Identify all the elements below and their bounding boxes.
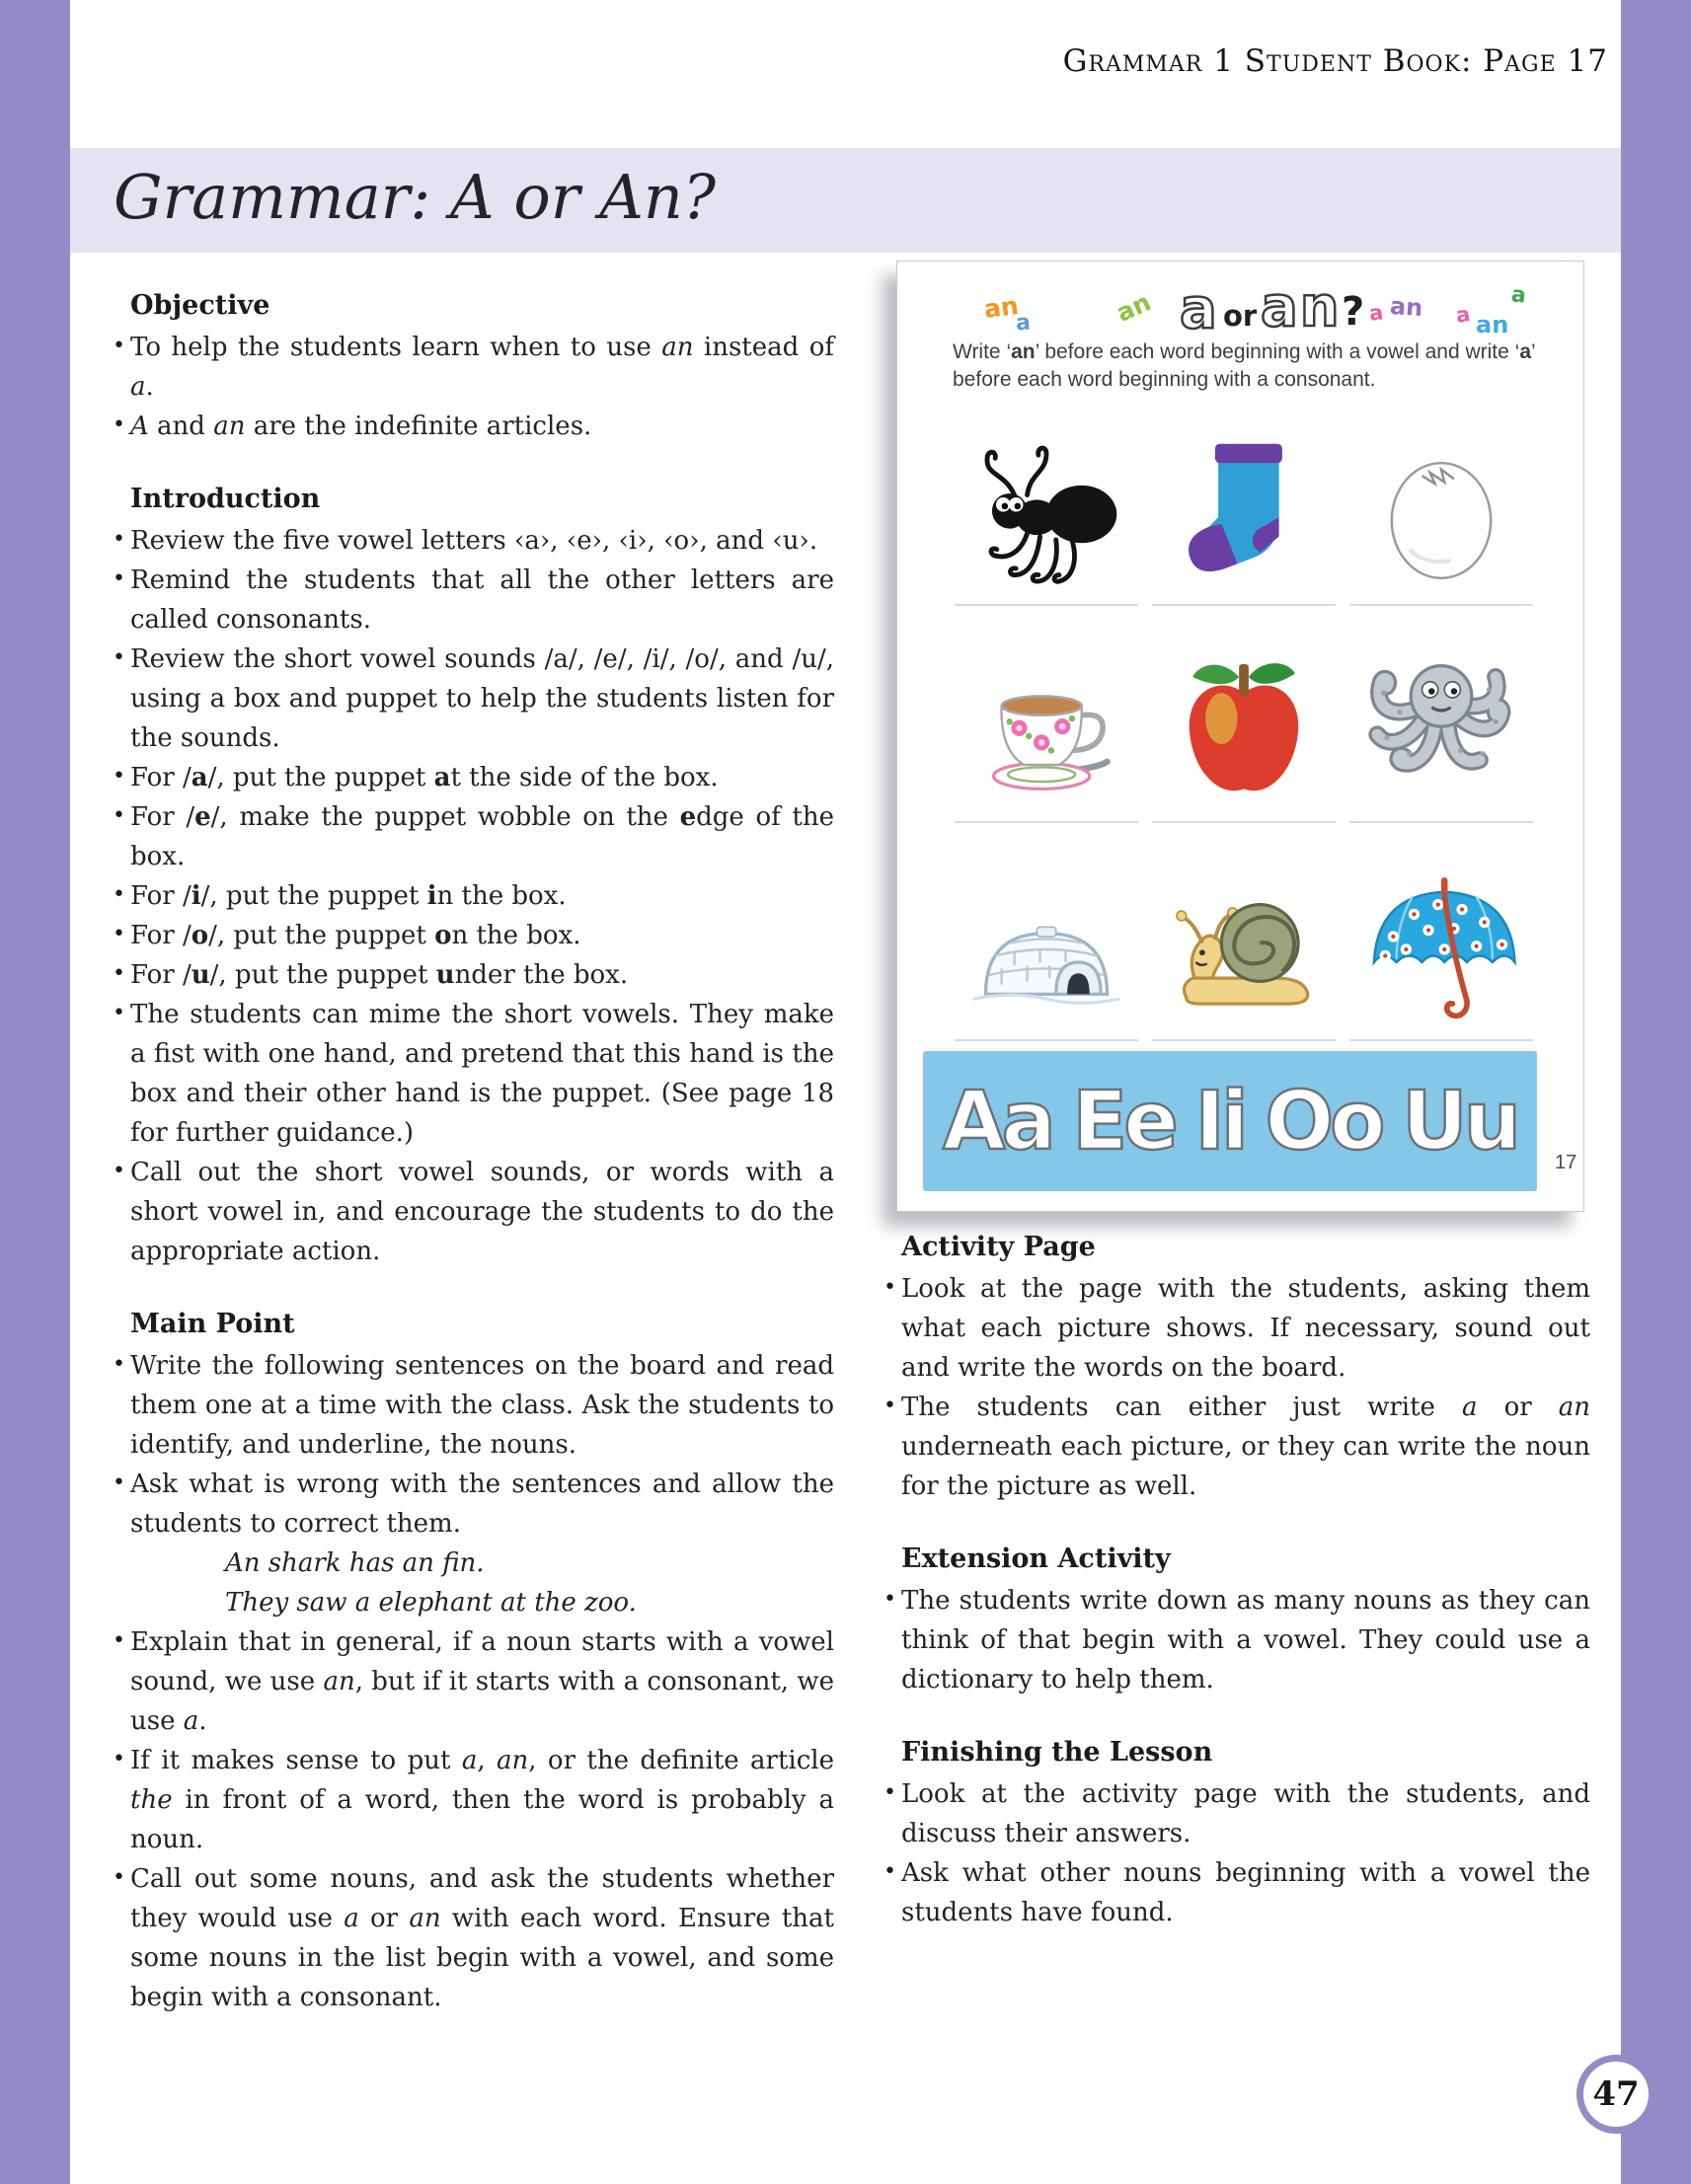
decor-letter: an xyxy=(1476,311,1509,339)
decor-letter: a xyxy=(1454,302,1472,328)
section-heading: Activity Page xyxy=(901,1232,1096,1262)
section-main-point xyxy=(111,1305,834,2017)
bullet-item: • Review the short vowel sounds /a/, /e/, /i/, /o/, and /u/, using a box and puppet to help the students listen for the sounds. xyxy=(111,640,834,758)
decor-letter: a xyxy=(1367,300,1385,326)
bullet-item: • Ask what other nouns beginning with a vowel the students have found. xyxy=(882,1853,1590,1932)
example-sentence: They saw a elephant at the zoo. xyxy=(225,1588,637,1618)
section-heading: Finishing the Lesson xyxy=(901,1737,1213,1768)
bullet-item: • Review the five vowel letters ‹a›, ‹e›, ‹i›, ‹o›, and ‹u›. xyxy=(111,521,834,561)
decorative-letters xyxy=(897,262,1583,340)
page-number: 47 xyxy=(1592,2074,1640,2114)
section-objective xyxy=(111,286,834,446)
decor-letter: a xyxy=(1509,282,1528,309)
vowel-banner xyxy=(923,1051,1537,1191)
egg-illustration xyxy=(1361,434,1521,594)
picture-cell xyxy=(1349,835,1533,1041)
answer-line xyxy=(1349,1039,1533,1041)
bullet-item: • For /e/, make the puppet wobble on the edge of the box. xyxy=(111,797,834,876)
student-book-page-image xyxy=(896,261,1584,1212)
section-heading: Extension Activity xyxy=(901,1544,1171,1574)
bullet-item: • The students can either just write a or an underneath each picture, or they can write the noun for the picture as well. xyxy=(882,1388,1590,1506)
example-sentence: An shark has an fin. xyxy=(225,1548,485,1578)
activity-instruction: Write ‘an’ before each word beginning with a vowel and write ‘a’ before each word beginning with a consonant. xyxy=(953,340,1535,391)
section-extension-activity xyxy=(882,1540,1590,1699)
vowel-pair: Uu xyxy=(1401,1074,1517,1168)
answer-line xyxy=(1349,821,1533,823)
left-column xyxy=(111,286,834,2017)
octopus-illustration xyxy=(1361,651,1521,811)
title-banner xyxy=(70,148,1621,253)
headline-a: a xyxy=(1180,277,1217,341)
bullet-item: • To help the students learn when to use an instead of a. xyxy=(111,328,834,407)
section-activity-page xyxy=(882,1228,1590,1506)
answer-line xyxy=(1349,604,1533,606)
decor-letter: a xyxy=(1015,310,1032,337)
bullet-item: • Look at the page with the students, asking them what each picture shows. If necessary, sound out and write the words on the board. xyxy=(882,1269,1590,1388)
section-introduction xyxy=(111,480,834,1271)
right-column xyxy=(882,261,1590,1932)
running-header: Grammar 1 Student Book: Page 17 xyxy=(1062,43,1608,79)
answer-line xyxy=(955,1039,1138,1041)
section-heading: Objective xyxy=(130,290,270,321)
picture-grid xyxy=(955,400,1533,1041)
vowel-pair: Aa xyxy=(943,1074,1052,1168)
bullet-item: • For /u/, put the puppet under the box. xyxy=(111,955,834,995)
vowel-pair: Ii xyxy=(1194,1074,1245,1168)
bullet-item: • For /a/, put the puppet at the side of the box. xyxy=(111,758,834,797)
bullet-item: • Call out some nouns, and ask the students whether they would use a or an with each word. Ensure that some nouns in the list begin with a vowel, and some begin with a consonant. xyxy=(111,1859,834,2017)
section-heading: Introduction xyxy=(130,484,321,514)
decor-letter: an xyxy=(1389,291,1424,323)
answer-line xyxy=(1152,1039,1336,1041)
bullet-item: • The students write down as many nouns as they can think of that begin with a vowel. They could use a dictionary to help them. xyxy=(882,1581,1590,1699)
teacup-illustration xyxy=(966,651,1126,811)
answer-line xyxy=(1152,821,1336,823)
picture-cell xyxy=(955,835,1138,1041)
bullet-item: • The students can mime the short vowels. They make a fist with one hand, and pretend that this hand is the box and their other hand is the puppet. (See page 18 for further guidance.) xyxy=(111,995,834,1153)
decor-letter: an xyxy=(982,290,1021,325)
left-border-stripe xyxy=(0,0,70,2184)
bullet-item: • Remind the students that all the other letters are called consonants. xyxy=(111,561,834,640)
bullet-item: • For /i/, put the puppet in the box. xyxy=(111,876,834,916)
bullet-item: • Explain that in general, if a noun starts with a vowel sound, we use an, but if it starts with a consonant, we use a. xyxy=(111,1622,834,1741)
picture-cell xyxy=(1349,618,1533,824)
headline-question-mark: ? xyxy=(1342,289,1365,335)
vowel-pair: Ee xyxy=(1072,1074,1175,1168)
page-title: Grammar: A or An? xyxy=(114,160,717,233)
student-book-page-number: 17 xyxy=(1555,1152,1577,1173)
igloo-illustration xyxy=(966,869,1126,1029)
picture-cell xyxy=(1152,835,1336,1041)
picture-cell xyxy=(1152,400,1336,606)
picture-cell xyxy=(1349,400,1533,606)
bullet-item: • Look at the activity page with the students, and discuss their answers. xyxy=(882,1774,1590,1853)
headline-or: or xyxy=(1223,299,1258,333)
answer-line xyxy=(955,604,1138,606)
snail-illustration xyxy=(1164,869,1324,1029)
answer-line xyxy=(955,821,1138,823)
page-number-badge xyxy=(1576,2055,1655,2134)
answer-line xyxy=(1152,604,1336,606)
headline-an: an xyxy=(1261,275,1342,339)
bullet-item: • For /o/, put the puppet on the box. xyxy=(111,916,834,955)
ant-illustration xyxy=(966,434,1126,594)
umbrella-illustration xyxy=(1361,869,1521,1029)
picture-cell xyxy=(955,400,1138,606)
bullet-item: • A and an are the indefinite articles. xyxy=(111,407,834,446)
bullet-item: • Call out the short vowel sounds, or words with a short vowel in, and encourage the students to do the appropriate action. xyxy=(111,1153,834,1271)
section-heading: Main Point xyxy=(130,1309,295,1339)
picture-cell xyxy=(955,618,1138,824)
right-border-stripe xyxy=(1621,0,1691,2184)
picture-cell xyxy=(1152,618,1336,824)
bullet-item: • Ask what is wrong with the sentences and allow the students to correct them. xyxy=(111,1465,834,1544)
bullet-item: • If it makes sense to put a, an, or the definite article the in front of a word, then the word is probably a noun. xyxy=(111,1741,834,1859)
apple-illustration xyxy=(1164,651,1324,811)
bullet-item: • Write the following sentences on the board and read them one at a time with the class. Ask the students to identify, and underline, the nouns. xyxy=(111,1346,834,1465)
sock-illustration xyxy=(1164,434,1324,594)
vowel-pair: Oo xyxy=(1265,1074,1382,1168)
decor-letter: an xyxy=(1112,287,1156,328)
section-finishing-the-lesson xyxy=(882,1733,1590,1932)
